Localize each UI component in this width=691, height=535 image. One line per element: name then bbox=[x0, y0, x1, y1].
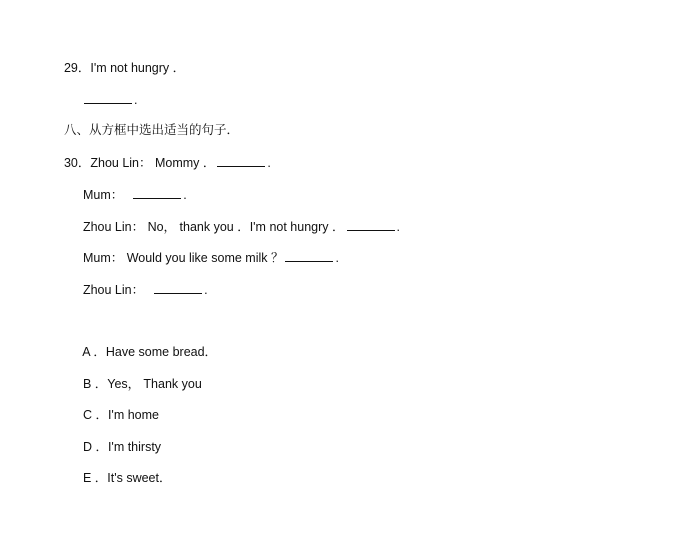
dialogue-end-mark: . bbox=[335, 251, 339, 265]
question-29-text: 29．I'm not hungry ． bbox=[63, 61, 186, 75]
option-a bbox=[76, 328, 217, 360]
option-text: D ．I'm thirsty bbox=[82, 440, 162, 454]
answer-blank[interactable] bbox=[347, 219, 395, 231]
question-30-line-4 bbox=[76, 234, 339, 266]
answer-blank[interactable] bbox=[285, 250, 333, 262]
option-e bbox=[76, 454, 171, 486]
question-30-line-1 bbox=[57, 139, 271, 171]
answer-blank[interactable] bbox=[154, 282, 202, 294]
dialogue-end-mark: . bbox=[183, 188, 187, 202]
dialogue-text: Mum： bbox=[82, 188, 124, 202]
option-text: B ．Yes， Thank you bbox=[82, 377, 202, 391]
dialogue-end-mark: . bbox=[396, 220, 400, 234]
section-8-heading bbox=[57, 106, 239, 138]
dialogue-text: Zhou Lin： No， thank you ．I'm not hungry ． bbox=[82, 220, 345, 234]
option-text: A ．Have some bread． bbox=[82, 345, 218, 359]
dialogue-text: Mum： Would you like some milk ？ bbox=[82, 251, 284, 265]
option-b bbox=[76, 360, 202, 392]
question-30-line-5 bbox=[76, 266, 208, 298]
dialogue-end-mark: . bbox=[204, 283, 208, 297]
dialogue-end-mark: . bbox=[267, 156, 271, 170]
option-text: E ．It's sweet． bbox=[82, 471, 172, 485]
option-c bbox=[76, 391, 159, 423]
question-30-line-3 bbox=[76, 203, 400, 235]
answer-end-mark: . bbox=[133, 93, 138, 107]
option-text: C ．I'm home bbox=[82, 408, 159, 422]
dialogue-text: 30．Zhou Lin： Mommy ． bbox=[63, 156, 216, 170]
option-d bbox=[76, 423, 161, 455]
answer-blank[interactable] bbox=[217, 155, 265, 167]
question-29 bbox=[57, 44, 185, 76]
question-30-line-2 bbox=[76, 171, 187, 203]
section-heading-text: 八、从方框中选出适当的句子． bbox=[63, 123, 239, 137]
question-29-answer-line bbox=[77, 76, 137, 108]
answer-blank[interactable] bbox=[133, 187, 181, 199]
dialogue-text: Zhou Lin： bbox=[82, 283, 145, 297]
answer-blank[interactable] bbox=[84, 92, 132, 104]
